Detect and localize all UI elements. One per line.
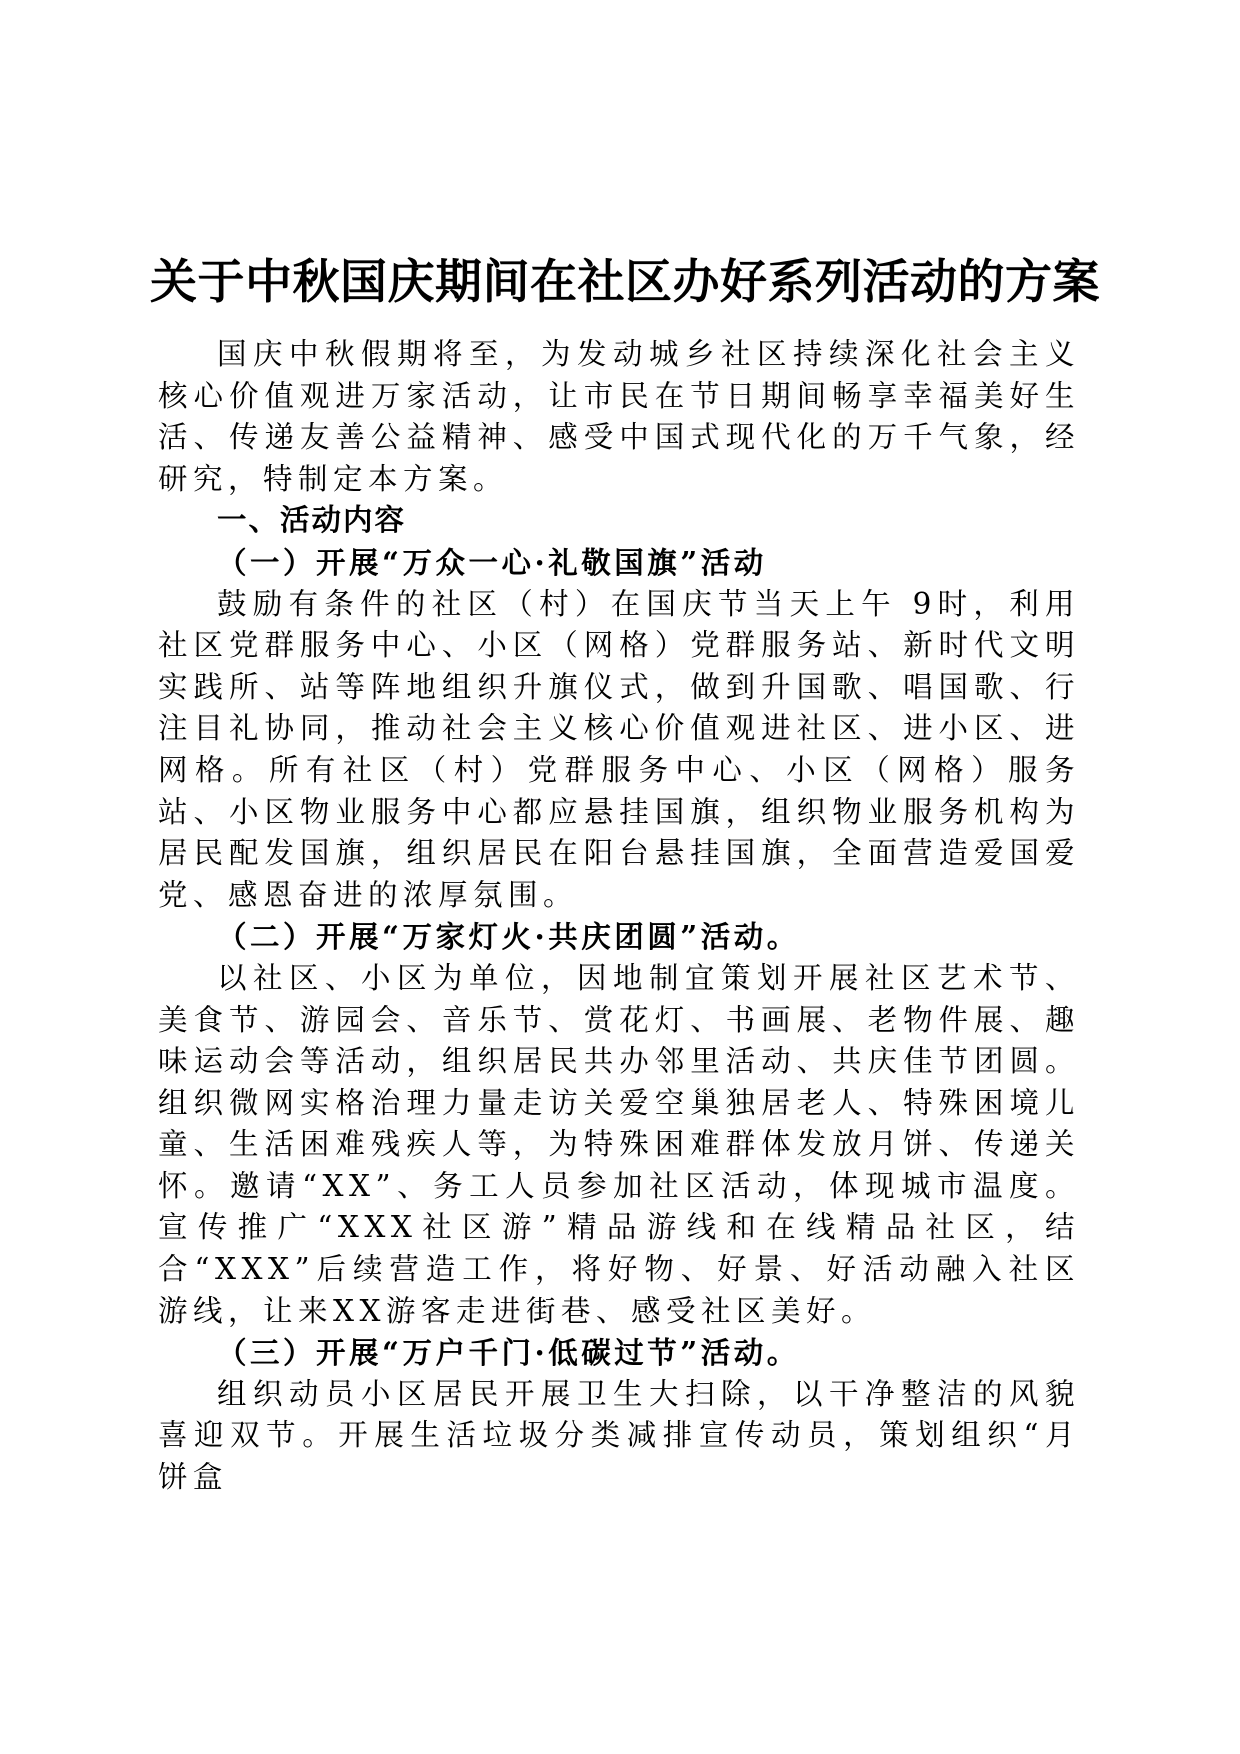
paragraph-lowcarbon: 组织动员小区居民开展卫生大扫除，以干净整洁的风貌喜迎双节。开展生活垃圾分类减排宣传动员，策划组织“月饼盒 bbox=[158, 1376, 1080, 1495]
subsection-heading-flag: （一）开展“万众一心·礼敬国旗”活动 bbox=[217, 544, 767, 580]
subsection-heading-lowcarbon: （三）开展“万户千门·低碳过节”活动。 bbox=[217, 1335, 800, 1371]
paragraph-flag: 鼓励有条件的社区（村）在国庆节当天上午 9时，利用社区党群服务中心、小区（网格）党群服务站、新时代文明实践所、站等阵地组织升旗仪式，做到升国歌、唱国歌、行注目礼协同，推动社会主义核心价值观进社区、进小区、进网格。所有社区（村）党群服务中心、小区（网格）服务站、小区物业服务中心都应悬挂国旗，组织物业服务机构为居民配发国旗，组织居民在阳台悬挂国旗，全面营造爱国爱党、感恩奋进的浓厚氛围。 bbox=[158, 586, 1080, 912]
subsection-heading-reunion: （二）开展“万家灯火·共庆团圆”活动。 bbox=[217, 919, 800, 955]
paragraph-reunion: 以社区、小区为单位，因地制宜策划开展社区艺术节、美食节、游园会、音乐节、赏花灯、书画展、老物件展、趣味运动会等活动，组织居民共办邻里活动、共庆佳节团圆。组织微网实格治理力量走访关爱空巢独居老人、特殊困境儿童、生活困难残疾人等，为特殊困难群体发放月饼、传递关怀。邀请“XX”、务工人员参加社区活动，体现城市温度。宣传推广“XXX社区游”精品游线和在线精品社区，结合“XXX”后续营造工作，将好物、好景、好活动融入社区游线，让来XX游客走进街巷、感受社区美好。 bbox=[158, 960, 1080, 1328]
document-body bbox=[158, 334, 1080, 1499]
document-title: 关于中秋国庆期间在社区办好系列活动的方案 bbox=[150, 255, 1100, 310]
section-heading-activity-content: 一、活动内容 bbox=[217, 503, 407, 538]
intro-paragraph: 国庆中秋假期将至，为发动城乡社区持续深化社会主义核心价值观进万家活动，让市民在节日期间畅享幸福美好生活、传递友善公益精神、感受中国式现代化的万千气象，经研究，特制定本方案。 bbox=[158, 337, 1080, 496]
